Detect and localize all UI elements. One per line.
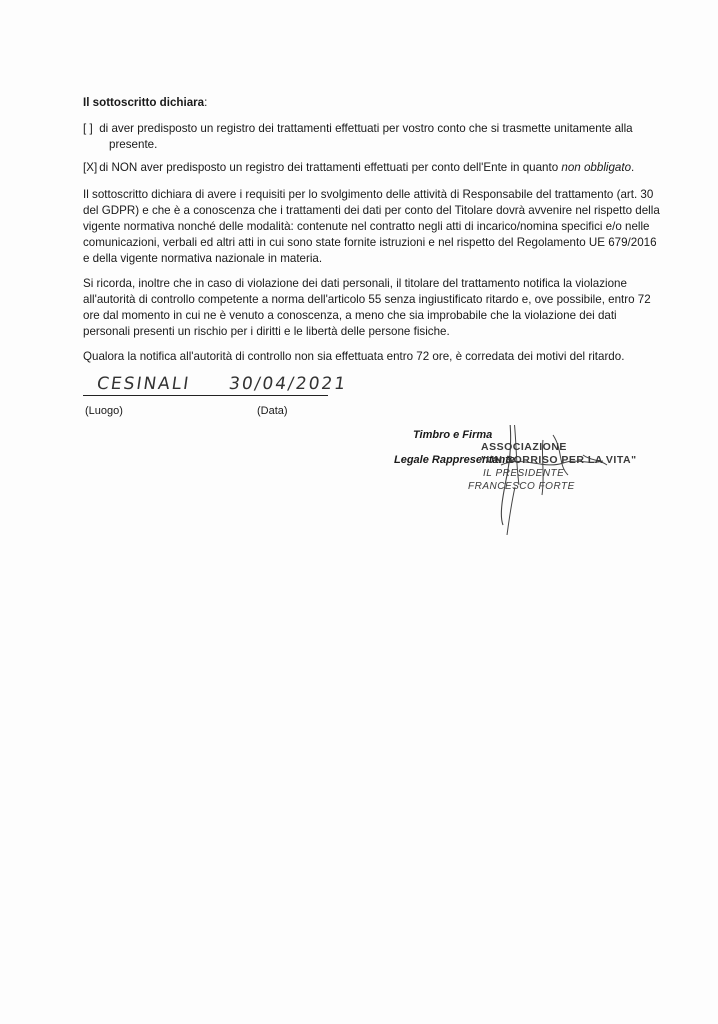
option1-text-cont: presente.: [109, 138, 158, 151]
paragraph-requisiti: Il sottoscritto dichiara di avere i requisiti per lo svolgimento delle attività di Responsabile del trattamento (art. 30 del GDPR) e che è a conoscenza che i trattamenti dei dati per conto del Titolare dovrà avvenire nel rispetto della vigente normativa nonché delle modalità: contenute nel contratto negli atti di incarico/nomina specifici e/o nelle comunicazioni, verbali ed altri atti in cui sono state fornite istruzioni e nel rispetto del Regolamento UE 679/2016 e della vigente normativa nazionale in materia.: [83, 188, 660, 265]
heading-colon: :: [204, 96, 208, 109]
checkbox-checked: [X]: [83, 161, 98, 174]
declaration-heading: [83, 95, 661, 111]
checkbox-empty: [ ]: [83, 122, 93, 135]
declaration-body: [83, 95, 661, 374]
heading-text: Il sottoscritto dichiara: [83, 96, 205, 109]
date-label: (Data): [257, 405, 288, 417]
paragraph-violazione: Si ricorda, inoltre che in caso di violazione dei dati personali, il titolare del trattamento notifica la violazione all'autorità di controllo competente a norma dell'articolo 55 senza ingiustificato ritardo e, ove possibile, entro 72 ore dal momento in cui ne è venuto a conoscenza, a meno che sia improbabile che la violazione dei dati personali presenti un rischio per i diritti e le libertà delle persone fisiche.: [83, 277, 651, 338]
signature-stamp-block: [393, 425, 637, 535]
stamp-association-name: "UN SORRISO PER LA VITA": [481, 454, 637, 466]
option2-end: .: [631, 161, 635, 174]
signature-underline: [83, 395, 328, 396]
option1-text: di aver predisposto un registro dei trattamenti effettuati per vostro conto che si trasmette unitamente alla: [99, 122, 633, 135]
stamp-association: ASSOCIAZIONE: [481, 441, 567, 453]
place-date-line: [83, 372, 349, 402]
option-registro-non-predisposto: [83, 160, 661, 176]
signature-title: Timbro e Firma: [413, 429, 493, 441]
handwritten-date: 30/04/2021: [227, 374, 349, 394]
option2-text: di NON aver predisposto un registro dei trattamenti effettuati per conto dell'Ente in quanto: [99, 161, 559, 174]
stamp-person: FRANCESCO FORTE: [468, 481, 575, 492]
stamp-role: IL PRESIDENTE: [483, 468, 565, 479]
option-registro-trasmesso: [83, 121, 661, 153]
signature-role: Legale Rappresentante: [394, 454, 516, 466]
handwritten-place: CESINALI: [95, 374, 192, 394]
option2-emphasis: non obbligato: [561, 161, 632, 174]
place-label: (Luogo): [85, 405, 123, 417]
paragraph-notifica: Qualora la notifica all'autorità di controllo non sia effettuata entro 72 ore, è corredata dei motivi del ritardo.: [83, 350, 625, 363]
